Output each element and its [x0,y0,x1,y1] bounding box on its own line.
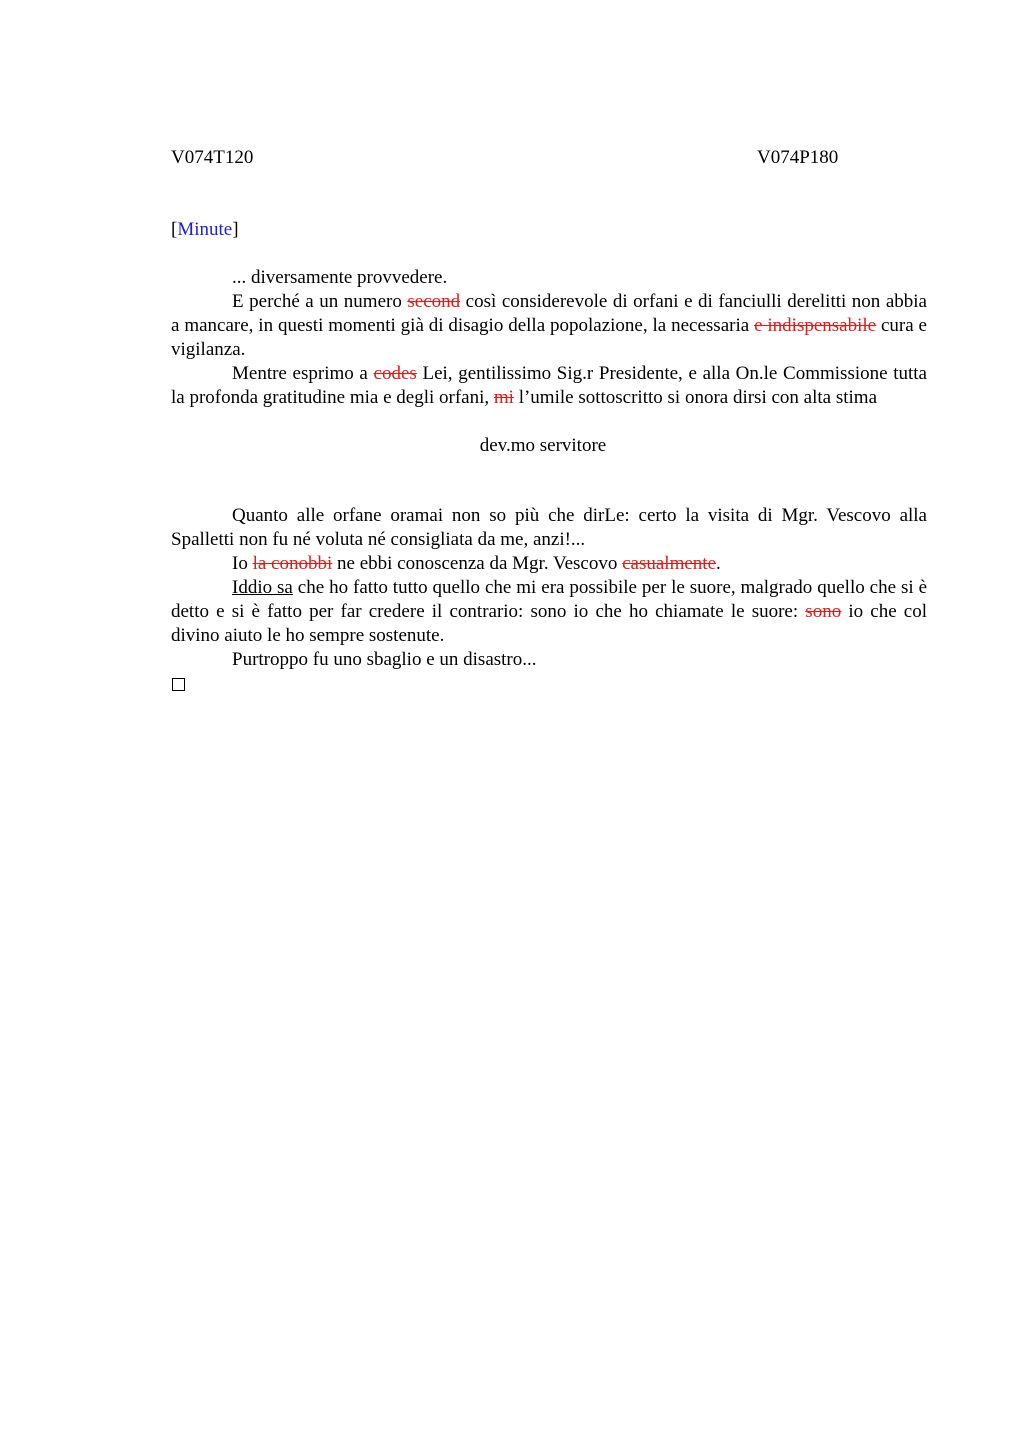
paragraph-1 [171,266,927,290]
paragraph-6-text-a: che ho fatto tutto quello che mi era possibile per le suore, malgrado quello che si è detto e si è fatto per far credere il contrario: sono io che ho chiamate le suore: [171,577,928,622]
document-code-left: V074T120 [171,147,254,168]
paragraph-6 [171,576,927,648]
document-code-right: V074P180 [757,147,839,168]
deleted-word: e indispensabile [754,315,877,336]
end-square-icon [172,678,185,691]
deleted-word: la conobbi [252,553,333,574]
signature: dev.mo servitore [479,435,607,456]
paragraph-6-text-b: io che col divino aiuto le ho sempre sostenute. [171,601,928,646]
section-close-bracket: ] [232,219,239,240]
paragraph-5-text-b: ne ebbi conoscenza da Mgr. Vescovo [332,553,623,574]
end-mark [171,672,927,697]
paragraph-4-text: Quanto alle orfane oramai non so più che dirLe: certo la visita di Mgr. Vescovo alla Spalletti non fu né voluta né consigliata da me, anzi!... [171,505,927,550]
section-open-bracket: [ [171,219,178,240]
paragraph-4 [171,504,927,552]
paragraph-5-text-c: . [716,553,721,574]
document-page [171,146,927,697]
deleted-word: mi [493,387,514,408]
paragraph-1-text: ... diversamente provvedere. [232,267,448,288]
spacer [171,458,927,504]
paragraph-2-text-a: E perché a un numero [232,291,408,312]
underlined-phrase: Iddio sa [232,577,293,598]
deleted-word: second [407,291,461,312]
section-label-text: Minute [177,219,233,240]
letter-body [171,266,927,697]
paragraph-2-text-c: cura e vigilanza. [171,315,927,360]
paragraph-3 [171,362,927,410]
paragraph-3-text-b: Lei, gentilissimo Sig.r Presidente, e alla On.le Commissione tutta la profonda gratitudine mia e degli orfani, [171,363,927,408]
paragraph-3-text-a: Mentre esprimo a [232,363,374,384]
section-label [171,218,927,242]
paragraph-7-text: Purtroppo fu uno sbaglio e un disastro... [232,649,537,670]
paragraph-5-text-a: Io [232,553,253,574]
paragraph-7 [171,648,927,672]
paragraph-2-text-b: così considerevole di orfani e di fanciulli derelitti non abbia a mancare, in questi momenti già di disagio della popolazione, la necessaria [171,291,927,336]
deleted-word: sono [805,601,842,622]
deleted-word: codes [373,363,417,384]
paragraph-2 [171,290,927,362]
paragraph-3-text-c: l’umile sottoscritto si onora dirsi con alta stima [513,387,878,408]
document-header [171,146,927,172]
deleted-word: casualmente [622,553,717,574]
paragraph-5 [171,552,927,576]
